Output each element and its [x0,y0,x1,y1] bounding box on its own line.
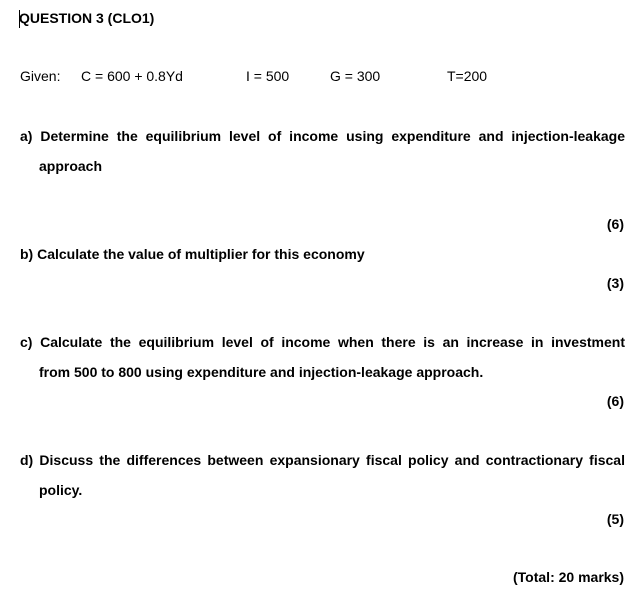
question-d-marks: (5) [606,511,624,527]
given-tax: T=200 [447,68,488,84]
total-marks: (Total: 20 marks) [513,569,624,585]
given-consumption: C = 600 + 0.8Yd [81,68,183,84]
given-investment: I = 500 [246,68,290,84]
question-b [20,239,625,269]
given-label: Given: [20,68,61,84]
question-a [20,121,625,181]
question-a-line2: approach [39,158,103,174]
question-d [20,445,625,505]
given-government: G = 300 [330,68,381,84]
question-c-line1: c) Calculate the equilibrium level of income when there is an increase in investment [20,334,625,350]
question-c [20,327,625,387]
question-d-line2: policy. [39,482,83,498]
question-b-line1: b) Calculate the value of multiplier for this economy [20,246,365,262]
question-a-line1: a) Determine the equilibrium level of income using expenditure and injection-leakage [20,128,625,144]
question-a-marks: (6) [606,216,624,232]
question-d-line1: d) Discuss the differences between expansionary fiscal policy and contractionary fiscal [20,452,625,468]
question-title: QUESTION 3 (CLO1) [19,10,155,26]
question-b-marks: (3) [606,275,624,291]
question-c-line2: from 500 to 800 using expenditure and injection-leakage approach. [39,364,484,380]
question-c-marks: (6) [606,393,624,409]
